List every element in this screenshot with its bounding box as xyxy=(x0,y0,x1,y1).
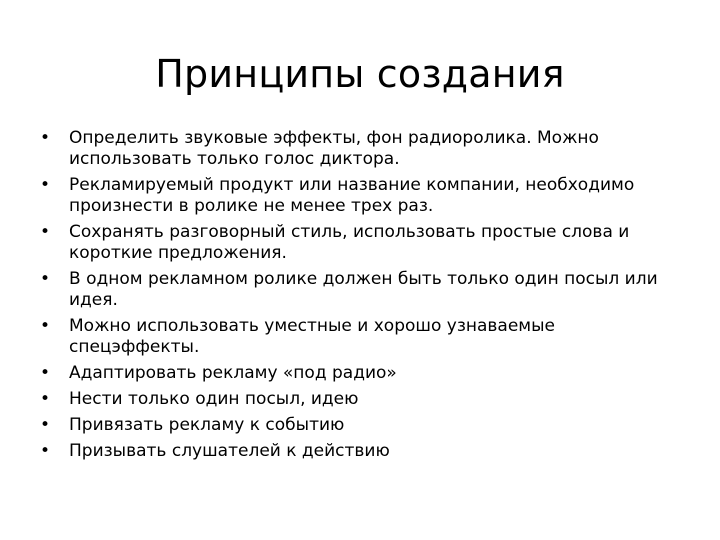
bullet-text: Адаптировать рекламу «под радио» xyxy=(69,363,397,383)
bullet-item xyxy=(40,389,690,410)
bullet-item xyxy=(40,269,690,311)
slide-title: Принципы создания xyxy=(155,52,565,96)
bullet-text: Определить звуковые эффекты, фон радиоролика. Можно использовать только голос диктора. xyxy=(69,128,599,169)
bullet-item xyxy=(40,363,690,384)
bullet-text: Рекламируемый продукт или название компании, необходимо произнести в ролике не менее трех раз. xyxy=(69,175,635,216)
bullet-icon: • xyxy=(40,316,51,336)
bullet-icon: • xyxy=(40,222,51,242)
bullet-text: В одном рекламном ролике должен быть только один посыл или идея. xyxy=(69,269,658,310)
bullet-icon: • xyxy=(40,269,51,289)
bullet-text: Можно использовать уместные и хорошо узнаваемые спецэффекты. xyxy=(69,316,555,357)
bullet-icon: • xyxy=(40,175,51,195)
bullet-text: Сохранять разговорный стиль, использовать простые слова и короткие предложения. xyxy=(69,222,630,263)
bullet-list xyxy=(40,128,690,467)
bullet-item xyxy=(40,441,690,462)
bullet-item xyxy=(40,222,690,264)
bullet-item xyxy=(40,316,690,358)
bullet-text: Привязать рекламу к событию xyxy=(69,415,345,435)
bullet-text: Нести только один посыл, идею xyxy=(69,389,359,409)
bullet-icon: • xyxy=(40,363,51,383)
bullet-icon: • xyxy=(40,389,51,409)
bullet-icon: • xyxy=(40,441,51,461)
bullet-text: Призывать слушателей к действию xyxy=(69,441,390,461)
bullet-icon: • xyxy=(40,128,51,148)
bullet-item xyxy=(40,415,690,436)
bullet-item xyxy=(40,128,690,170)
bullet-icon: • xyxy=(40,415,51,435)
bullet-item xyxy=(40,175,690,217)
